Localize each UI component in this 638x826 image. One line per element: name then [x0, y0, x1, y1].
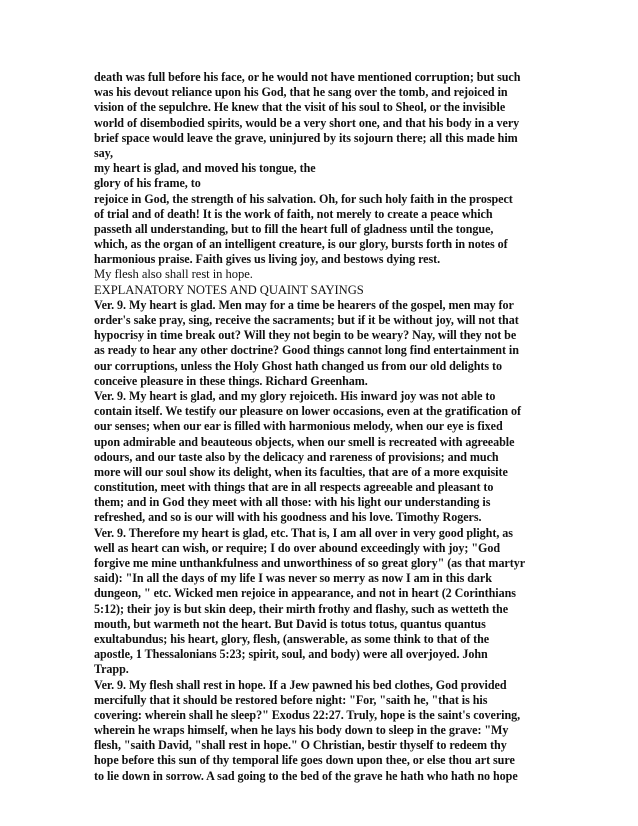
- text-line: constitution, meet with things that are in all respects agreeable and pleasant to: [94, 480, 494, 495]
- text-line: covering: wherein shall he sleep?" Exodus 22:27. Truly, hope is the saint's covering,: [94, 707, 521, 722]
- verse-line: My flesh also shall rest in hope.: [94, 267, 253, 282]
- text-line: mouth, but warmeth not the heart. But David is totus totus, quantus quantus: [94, 616, 486, 631]
- text-line: brief space would leave the grave, uninjured by its sojourn there; all this made him: [94, 130, 518, 145]
- text-line: more will our soul show its delight, when its faculties, that are of a more exquisite: [94, 464, 508, 479]
- text-line: 5:12); their joy is but skin deep, their mirth frothy and flashy, such as wetteth the: [94, 601, 509, 616]
- text-line: our senses; when our ear is filled with harmonious melody, when our eye is fixed: [94, 419, 503, 434]
- text-line: upon admirable and beauteous objects, when our smell is recreated with agreeable: [94, 434, 515, 449]
- text-line: my heart is glad, and moved his tongue, the: [94, 161, 316, 176]
- text-line: them; and in God they meet with all those: with his light our understanding is: [94, 495, 491, 510]
- text-line: rejoice in God, the strength of his salvation. Oh, for such holy faith in the prospect: [94, 191, 513, 206]
- text-line: Trapp.: [94, 662, 129, 677]
- text-line: Ver. 9. My heart is glad. Men may for a time be hearers of the gospel, men may for: [94, 297, 514, 312]
- text-line: passeth all understanding, but to fill the heart full of gladness until the tongue,: [94, 221, 494, 236]
- text-line: wherein he wraps himself, when he lays his body down to sleep in the grave: "My: [94, 723, 509, 738]
- text-line: order's sake pray, sing, receive the sacraments; but if it be without joy, will not that: [94, 313, 519, 327]
- text-line: harmonious praise. Faith gives us living joy, and bestows dying rest.: [94, 252, 441, 267]
- text-line: say,: [94, 145, 113, 160]
- text-line: hope before this sun of thy temporal life goes down upon thee, or else thou art sure: [94, 753, 515, 768]
- text-line: mercifully that it should be restored before night: "For, "saith he, "that is his: [94, 692, 488, 707]
- text-line: said): "In all the days of my life I was never so merry as now I am in this dark: [94, 571, 492, 586]
- text-line: Ver. 9. Therefore my heart is glad, etc. That is, I am all over in very good plight, as: [94, 525, 513, 540]
- text-line: apostle, 1 Thessalonians 5:23; spirit, soul, and body) were all overjoyed. John: [94, 647, 488, 662]
- text-line: hypocrisy in time break out? Will they not begin to be weary? Nay, will they not be: [94, 328, 517, 343]
- text-line: as ready to hear any other doctrine? Good things cannot long find entertainment in: [94, 343, 519, 358]
- text-line: Ver. 9. My flesh shall rest in hope. If a Jew pawned his bed clothes, God provided: [94, 677, 507, 692]
- text-line: well as heart can wish, or require; I do over abound exceedingly with joy; "God: [94, 540, 501, 555]
- text-line: was his devout reliance upon his God, that he sang over the tomb, and rejoiced in: [94, 85, 508, 100]
- text-line: our corruptions, unless the Holy Ghost hath changed us from our old delights to: [94, 358, 502, 373]
- text-line: glory of his frame, to: [94, 176, 201, 191]
- text-line: of trial and of death! It is the work of faith, not merely to create a peace which: [94, 206, 493, 221]
- text-line: conceive pleasure in these things. Richard Greenham.: [94, 373, 368, 388]
- text-line: exultabundus; his heart, glory, flesh, (answerable, as some think to that of the: [94, 631, 490, 646]
- text-line: Ver. 9. My heart is glad, and my glory rejoiceth. His inward joy was not able to: [94, 388, 496, 403]
- text-line: refreshed, and so is our will with his goodness and his love. Timothy Rogers.: [94, 510, 482, 525]
- text-line: flesh, "saith David, "shall rest in hope." O Christian, bestir thyself to redeem thy: [94, 738, 507, 753]
- text-line: dungeon, " etc. Wicked men rejoice in appearance, and not in heart (2 Corinthians: [94, 586, 516, 601]
- text-line: vision of the sepulchre. He knew that the visit of his soul to Sheol, or the invisible: [94, 100, 506, 115]
- text-line: forgive me mine unthankfulness and unworthiness of so great glory" (as that martyr: [94, 556, 526, 570]
- text-line: which, as the organ of an intelligent creature, is our glory, bursts forth in notes of: [94, 237, 508, 252]
- text-line: death was full before his face, or he would not have mentioned corruption; but such: [94, 70, 521, 84]
- text-line: odours, and our taste also by the delicacy and rareness of provisions; and much: [94, 449, 499, 464]
- text-line: to lie down in sorrow. A sad going to the bed of the grave he hath who hath no hope: [94, 768, 518, 783]
- text-line: contain itself. We testify our pleasure on lower occasions, even at the gratification of: [94, 404, 522, 419]
- text-line: world of disembodied spirits, would be a very short one, and that his body in a very: [94, 115, 520, 130]
- document-page: [94, 70, 546, 784]
- section-heading: EXPLANATORY NOTES AND QUAINT SAYINGS: [94, 282, 364, 297]
